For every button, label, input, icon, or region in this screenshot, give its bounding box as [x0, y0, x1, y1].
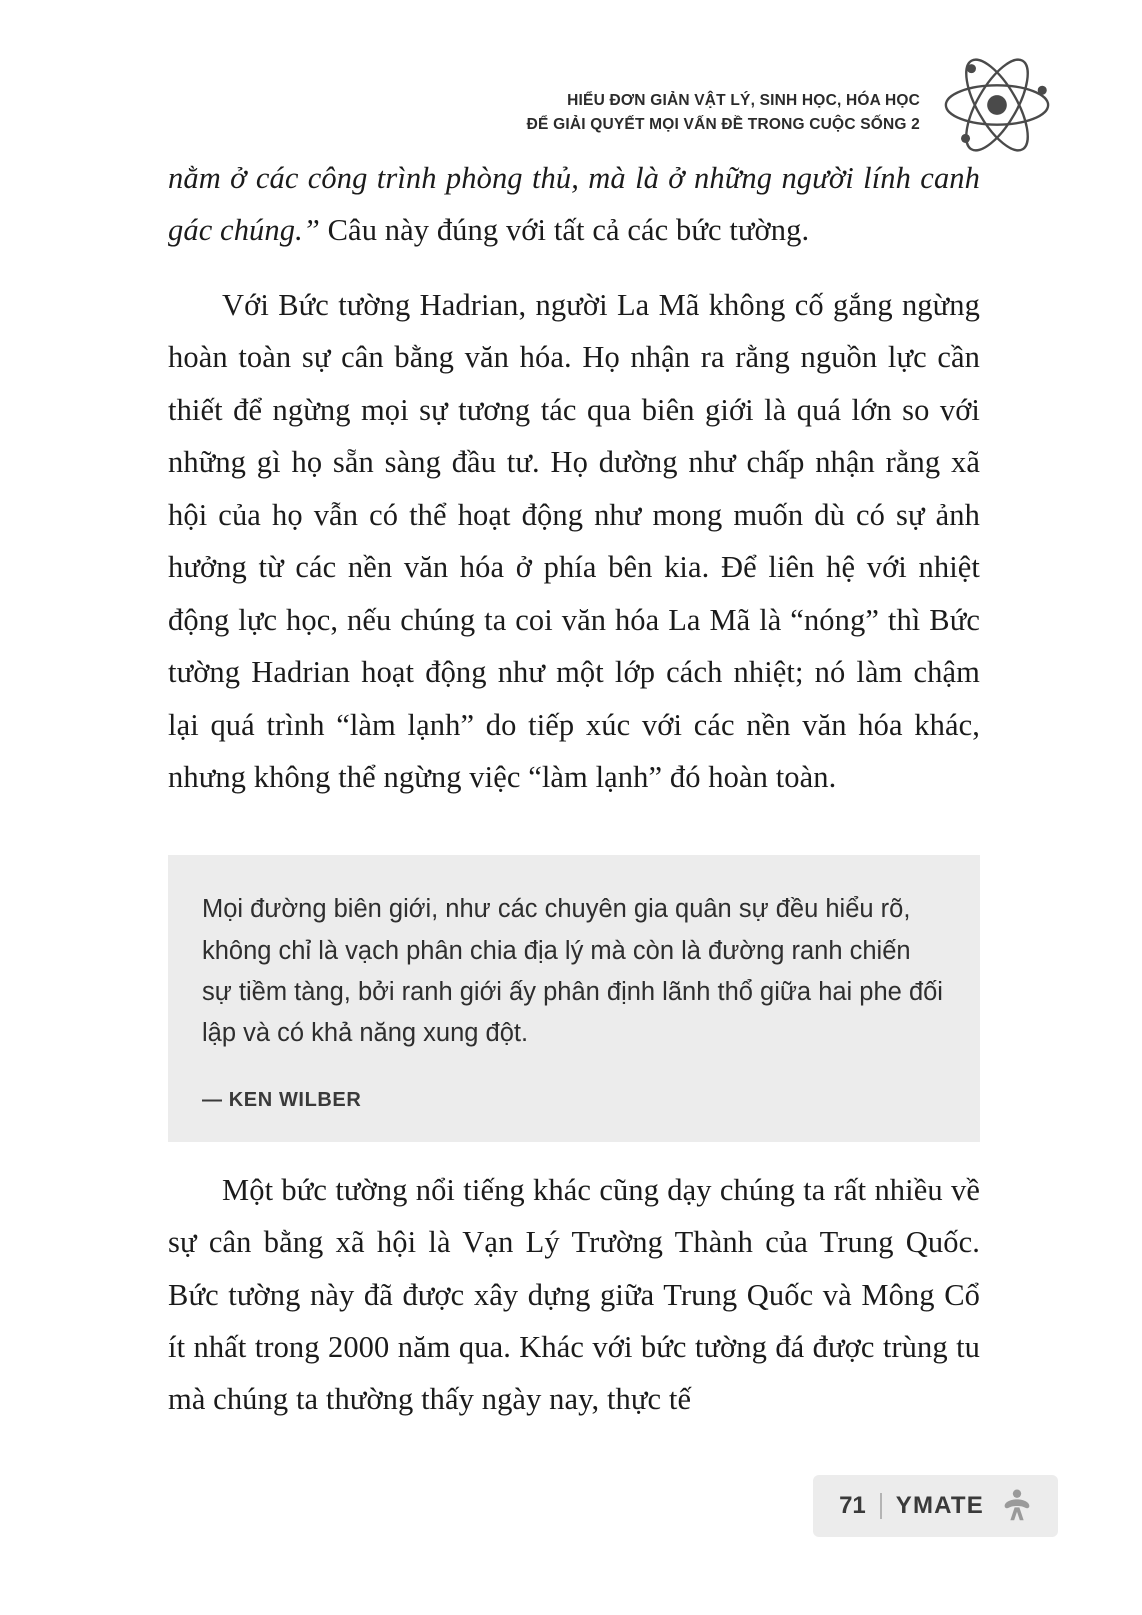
page-header	[527, 62, 1056, 164]
pull-quote-box	[168, 855, 980, 1141]
header-title-line-1: HIỂU ĐƠN GIẢN VẬT LÝ, SINH HỌC, HÓA HỌC	[567, 91, 920, 109]
header-title-line-2: ĐỂ GIẢI QUYẾT MỌI VẤN ĐỀ TRONG CUỘC SỐNG 2	[526, 116, 920, 133]
paragraph-continuation	[168, 152, 980, 257]
footer-divider	[880, 1493, 882, 1519]
paragraph-continuation-rest: Câu này đúng với tất cả các bức tường.	[319, 213, 810, 248]
pull-quote-text: Mọi đường biên giới, như các chuyên gia quân sự đều hiểu rõ, không chỉ là vạch phân chia địa lý mà còn là đường ranh chiến sự tiềm tàng, bởi ranh giới ấy phân định lãnh thổ giữa hai phe đối lập và có khả năng xung đột.	[202, 895, 943, 1048]
ymate-logo-icon	[998, 1487, 1036, 1525]
brand-name: YMATE	[895, 1492, 984, 1519]
pull-quote-author: — KEN WILBER	[202, 1088, 362, 1111]
paragraph-great-wall: Một bức tường nổi tiếng khác cũng dạy chúng ta rất nhiều về sự cân bằng xã hội là Vạn Lý Trường Thành của Trung Quốc. Bức tường này đã được xây dựng giữa Trung Quốc và Mông Cổ ít nhất trong 2000 năm qua. Khác với bức tường đá được trùng tu mà chúng ta thường thấy ngày nay, thực tế	[168, 1172, 980, 1417]
header-title	[527, 89, 920, 137]
page-content	[168, 152, 980, 1426]
page-number: 71	[839, 1492, 866, 1519]
page-footer	[813, 1475, 1058, 1537]
atom-icon	[938, 46, 1056, 164]
paragraph-hadrian-wall: Với Bức tường Hadrian, người La Mã không cố gắng ngừng hoàn toàn sự cân bằng văn hóa. Họ nhận ra rằng nguồn lực cần thiết để ngừng mọi sự tương tác qua biên giới là quá lớn so với những gì họ sẵn sàng đầu tư. Họ dường như chấp nhận rằng xã hội của họ vẫn có thể hoạt động như mong muốn dù có sự ảnh hưởng từ các nền văn hóa ở phía bên kia. Để liên hệ với nhiệt động lực học, nếu chúng ta coi văn hóa La Mã là “nóng” thì Bức tường Hadrian hoạt động như một lớp cách nhiệt; nó làm chậm lại quá trình “làm lạnh” do tiếp xúc với các nền văn hóa khác, nhưng không thể ngừng việc “làm lạnh” đó hoàn toàn.	[168, 287, 980, 794]
quote-fragment-italic: nằm ở các công trình phòng thủ, mà là ở những người lính canh gác chúng.”	[168, 161, 980, 248]
